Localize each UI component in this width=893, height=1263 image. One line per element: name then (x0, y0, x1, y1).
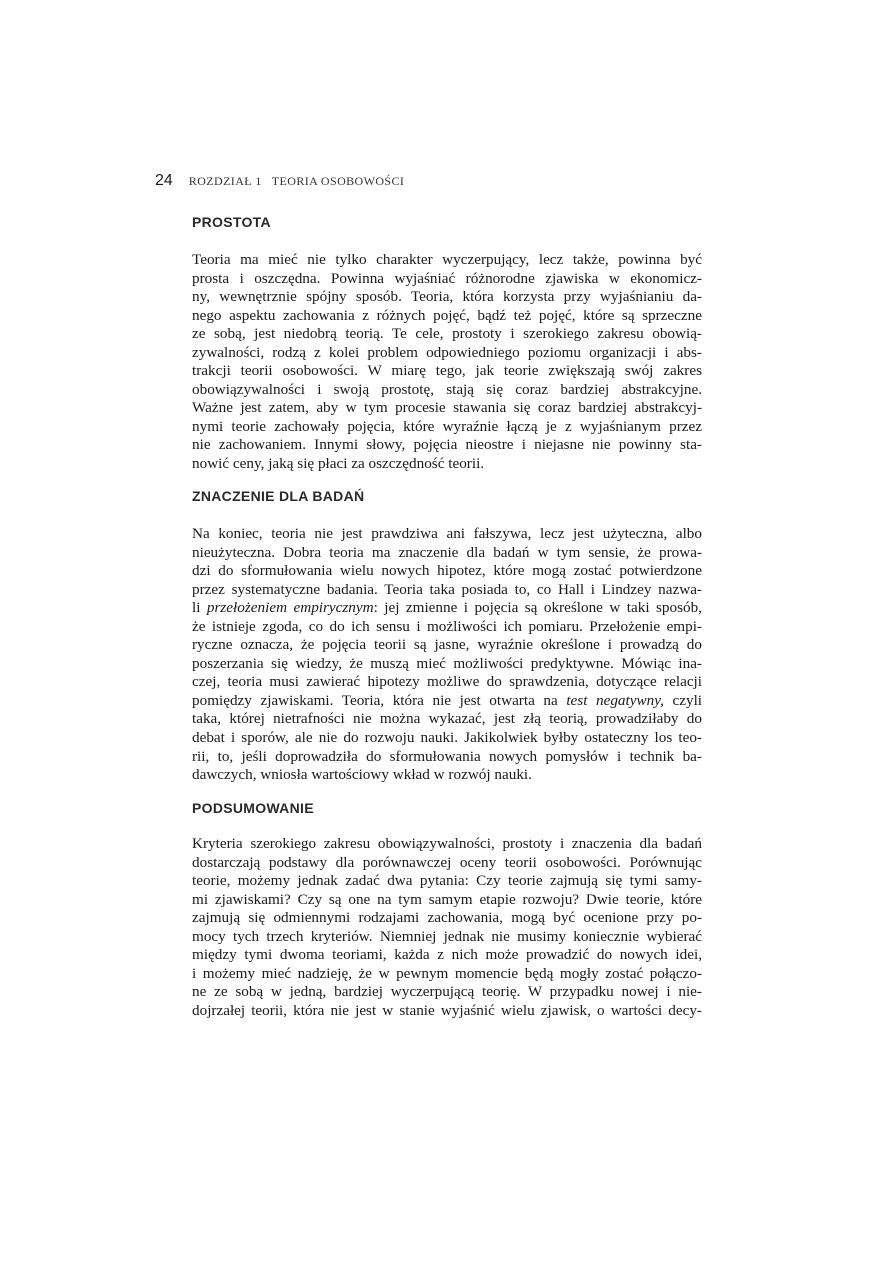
text-line: prosta i oszczędna. Powinna wyjaśniać różnorodne zjawiska w ekonomicz- (192, 269, 702, 287)
text-line: nymi teorie zachowały pojęcia, które wyraźnie łączą je z wyjaśnianym przez (192, 417, 702, 435)
text-line: ryczne oznacza, że pojęcia teorii są jasne, wyraźnie określone i prowadzą do (192, 636, 702, 654)
section-podsumowanie (192, 797, 702, 1020)
emphasis-term: przełożeniem empirycznym (206, 599, 374, 617)
text-line: ze sobą, jest niedobrą teorią. Te cele, prostoty i szerokiego zakresu obowią- (192, 325, 702, 343)
text-line: nie zachowaniem. Innymi słowy, pojęcia nieostre i niejasne nie powinny sta- (192, 436, 702, 454)
chapter-label: ROZDZIAŁ 1 (188, 174, 262, 188)
section-heading: ZNACZENIE DLA BADAŃ (192, 488, 365, 504)
section-prostota (192, 211, 702, 474)
text-line: nego aspektu zachowania z różnych pojęć, bądź też pojęć, które są sprzeczne (192, 306, 702, 324)
text-line: między tymi dwoma teoriami, każda z nich może prowadzić do nowych idei, (192, 946, 702, 964)
text-line: trakcji teorii osobowości. W miarę tego, jak teorie zwiększają swój zakres (192, 362, 702, 380)
text-line: Kryteria szerokiego zakresu obowiązywalności, prostoty i znaczenia dla badań (192, 835, 702, 852)
text-fragment: li (192, 599, 207, 617)
section-body (192, 525, 702, 785)
text-line: rii, to, jeśli doprowadziła do sformułowania nowych pomysłów i technik ba- (192, 747, 702, 765)
text-fragment: pomiędzy zjawiskami. Teoria, która nie jest otwarta na (192, 691, 567, 709)
text-line (192, 599, 702, 618)
running-head (155, 172, 715, 194)
chapter-title: TEORIA OSOBOWOŚCI (271, 174, 405, 188)
text-line: nowić ceny, jaką się płaci za oszczędność teorii. (192, 455, 485, 473)
section-znaczenie-dla-badan (192, 485, 702, 785)
text-line: zywalności, rodzą z kolei problem odpowiedniego poziomu organizacji i abs- (192, 343, 702, 361)
emphasis-term: test negatywny, (566, 691, 664, 709)
text-line: dzi do sformułowania wielu nowych hipotez, które mogą zostać potwierdzone (192, 562, 702, 580)
text-line: obowiązywalności i swoją prostotę, stają się coraz bardziej abstrakcyjne. (192, 380, 702, 398)
text-line: poszerzania się wiedzy, że muszą mieć możliwości predyktywne. Mówiąc ina- (192, 654, 702, 672)
text-line: zajmują się odmiennymi rodzajami zachowania, mogą być ocenione przy po- (192, 909, 702, 927)
text-line: że istnieje zgoda, co do ich sensu i możliwości ich pomiaru. Przełożenie empi- (192, 617, 702, 635)
text-fragment: czyli (663, 691, 703, 709)
text-line: mocy tych trzech kryteriów. Niemniej jednak nie musimy koniecznie wybierać (192, 927, 702, 945)
text-line: przez systematyczne badania. Teoria taka posiada to, co Hall i Lindzey nazwa- (192, 580, 702, 598)
page-number: 24 (155, 172, 173, 189)
text-line: mi zjawiskami? Czy są one na tym samym etapie rozwoju? Dwie teorie, które (192, 890, 702, 908)
text-line: dawczych, wniosła wartościowy wkład w rozwój nauki. (192, 766, 532, 784)
text-line: debat i sporów, ale nie do rozwoju nauki. Jakikolwiek byłby ostateczny los teo- (192, 729, 702, 747)
section-heading: PODSUMOWANIE (192, 800, 314, 816)
text-line: dojrzałej teorii, która nie jest w stanie wyjaśnić wielu zjawisk, o wartości decy- (192, 1001, 702, 1019)
text-line: ne ze sobą w jedną, bardziej wyczerpującą teorię. W przypadku nowej i nie- (192, 983, 702, 1001)
text-line: dostarczają podstawy dla porównawczej oceny teorii osobowości. Porównując (192, 853, 702, 871)
text-line: taka, której nietrafności nie można wykazać, jest złą teorią, prowadziłaby do (192, 710, 702, 728)
text-line: Ważne jest zatem, aby w tym procesie stawania się coraz bardziej abstrakcyj- (192, 399, 702, 417)
text-line: czej, teoria musi zawierać hipotezy możliwe do sprawdzenia, dotyczące relacji (192, 673, 702, 691)
text-line (192, 692, 702, 711)
section-body (192, 251, 702, 474)
text-line: Teoria ma mieć nie tylko charakter wyczerpujący, lecz także, powinna być (192, 251, 702, 268)
text-line: teorie, możemy jednak zadać dwa pytania: Czy teorie zajmują się tymi samy- (192, 872, 702, 890)
text-fragment: : jej zmienne i pojęcia są określone w taki sposób, (373, 599, 702, 617)
text-line: i możemy mieć nadzieję, że w pewnym momencie będą mogły zostać połączo- (192, 964, 702, 982)
section-body (192, 835, 702, 1020)
text-line: ny, wewnętrznie spójny sposób. Teoria, która korzysta przy wyjaśnianiu da- (192, 288, 702, 306)
text-line: Na koniec, teoria nie jest prawdziwa ani fałszywa, lecz jest użyteczna, albo (192, 525, 702, 542)
section-heading: PROSTOTA (192, 214, 271, 230)
text-line: nieużyteczna. Dobra teoria ma znaczenie dla badań w tym sensie, że prowa- (192, 543, 702, 561)
